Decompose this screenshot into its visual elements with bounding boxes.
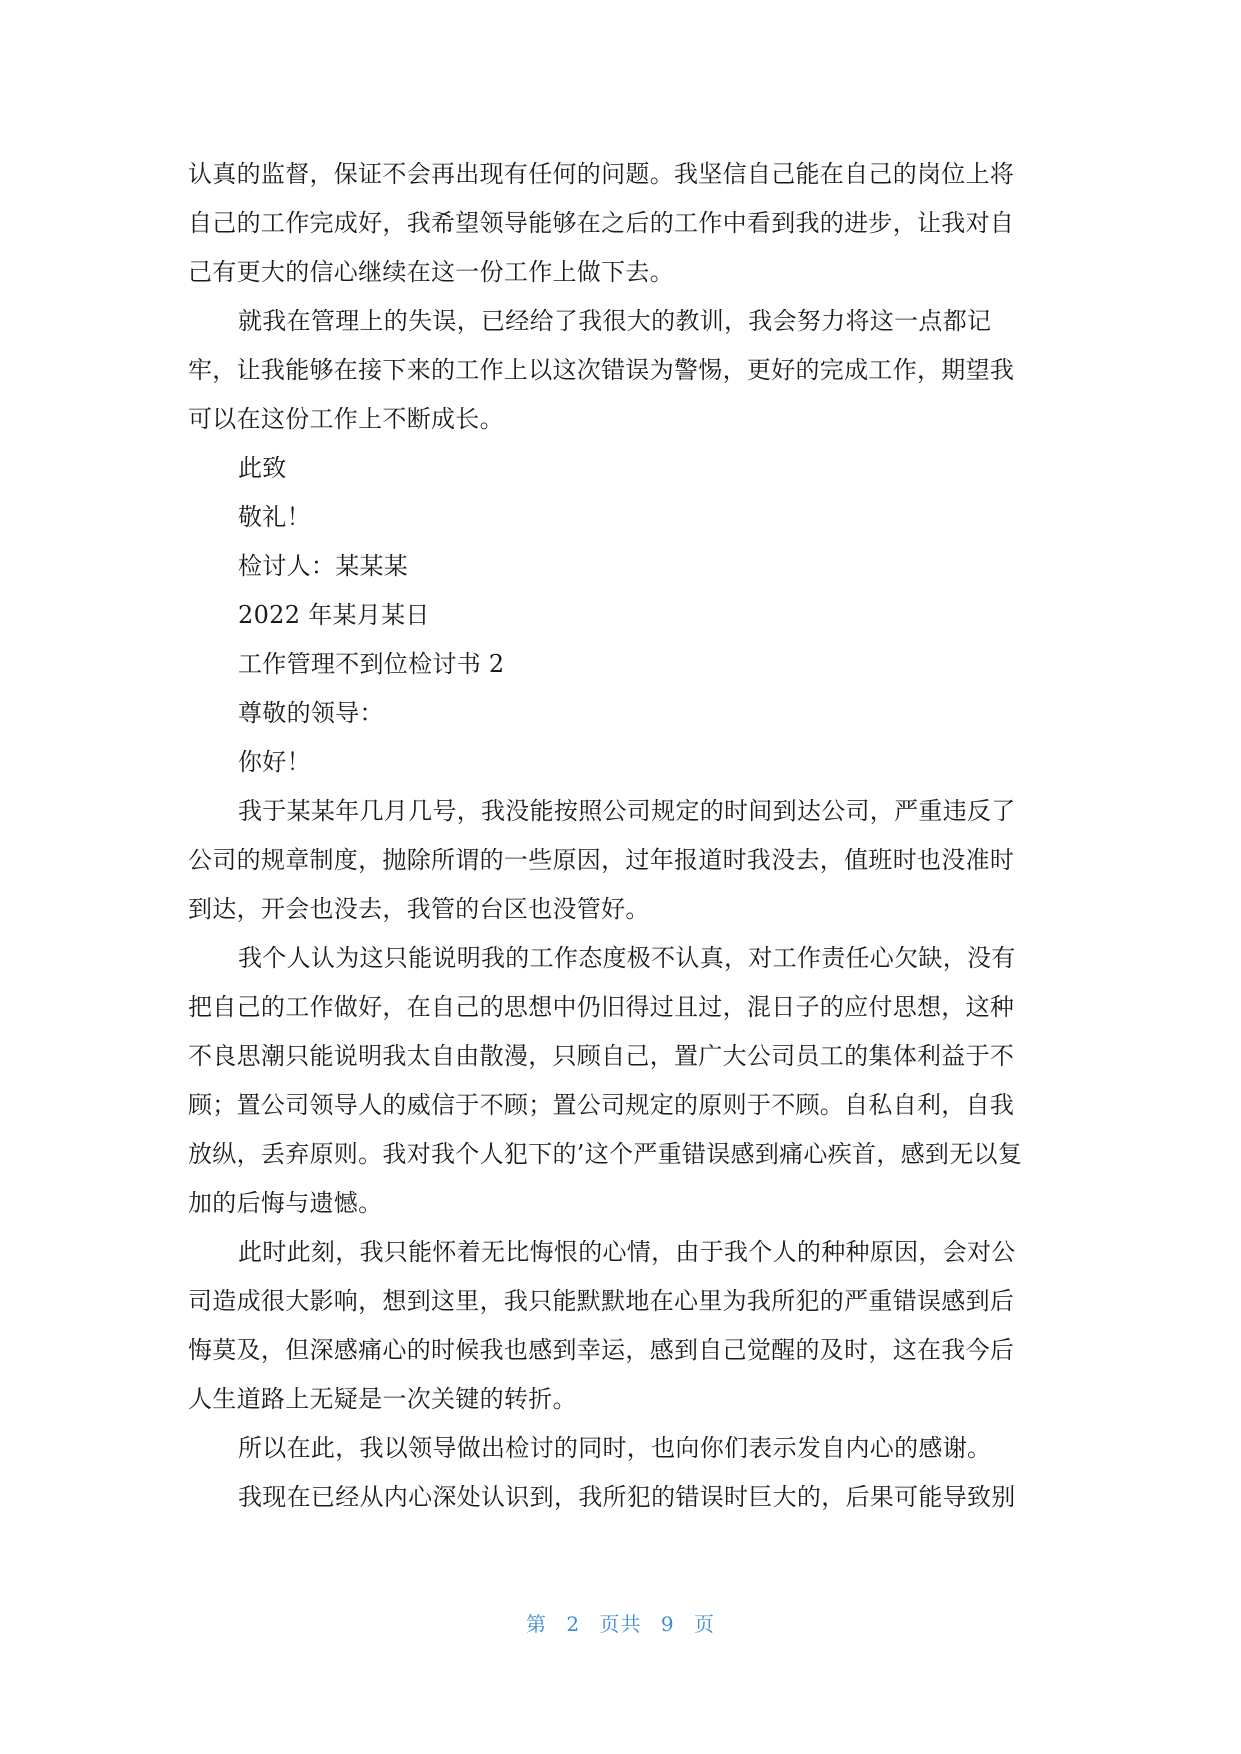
- text-line: 我个人认为这只能说明我的工作态度极不认真，对工作责任心欠缺，没有: [238, 944, 1016, 972]
- text-line: 尊敬的领导：: [238, 699, 384, 727]
- document-body: [188, 150, 1056, 1522]
- text-line: 到达，开会也没去，我管的台区也没管好。: [188, 895, 650, 923]
- footer-middle: 页共: [599, 1612, 642, 1636]
- page-footer: [0, 1608, 1241, 1637]
- text-line: 此时此刻，我只能怀着无比悔恨的心情，由于我个人的种种原因，会对公: [238, 1238, 1016, 1266]
- text-line: 不良思潮只能说明我太自由散漫，只顾自己，置广大公司员工的集体利益于不: [188, 1042, 1015, 1070]
- text-line: 你好！: [238, 748, 311, 776]
- text-line: 敬礼！: [238, 503, 311, 531]
- footer-total-pages: 9: [660, 1612, 675, 1636]
- text-line: 2022 年某月某日: [238, 601, 430, 629]
- text-line: 把自己的工作做好，在自己的思想中仍旧得过且过，混日子的应付思想，这种: [188, 993, 1015, 1021]
- footer-prefix: 第: [526, 1612, 548, 1636]
- text-line: 我现在已经从内心深处认识到，我所犯的错误时巨大的，后果可能导致别: [238, 1483, 1016, 1511]
- text-line: 我于某某年几月几号，我没能按照公司规定的时间到达公司，严重违反了: [238, 797, 1016, 825]
- text-line: 顾；置公司领导人的威信于不顾；置公司规定的原则于不顾。自私自利，自我: [188, 1091, 1015, 1119]
- text-line: 放纵，丢弃原则。我对我个人犯下的’这个严重错误感到痛心疾首，感到无以复: [188, 1140, 1023, 1168]
- text-line: 加的后悔与遗憾。: [188, 1189, 383, 1217]
- text-line: 公司的规章制度，抛除所谓的一些原因，过年报道时我没去，值班时也没准时: [188, 846, 1015, 874]
- text-line: 可以在这份工作上不断成长。: [188, 405, 504, 433]
- text-line: 人生道路上无疑是一次关键的转折。: [188, 1385, 577, 1413]
- text-line: 此致: [238, 454, 287, 482]
- text-line: 司造成很大影响，想到这里，我只能默默地在心里为我所犯的严重错误感到后: [188, 1287, 1015, 1315]
- text-line: 检讨人：某某某: [238, 552, 409, 580]
- text-line: 牢，让我能够在接下来的工作上以这次错误为警惕，更好的完成工作，期望我: [188, 356, 1015, 384]
- text-line: 认真的监督，保证不会再出现有任何的问题。我坚信自己能在自己的岗位上将: [188, 160, 1015, 188]
- text-line: 己有更大的信心继续在这一份工作上做下去。: [188, 258, 674, 286]
- footer-suffix: 页: [693, 1612, 715, 1636]
- text-line: 就我在管理上的失误，已经给了我很大的教训，我会努力将这一点都记: [238, 307, 992, 335]
- footer-current-page: 2: [566, 1612, 581, 1636]
- text-line: 自己的工作完成好，我希望领导能够在之后的工作中看到我的进步，让我对自: [188, 209, 1015, 237]
- text-line: 悔莫及，但深感痛心的时候我也感到幸运，感到自己觉醒的及时，这在我今后: [188, 1336, 1015, 1364]
- text-line: 工作管理不到位检讨书 2: [238, 650, 505, 678]
- text-line: 所以在此，我以领导做出检讨的同时，也向你们表示发自内心的感谢。: [238, 1434, 992, 1462]
